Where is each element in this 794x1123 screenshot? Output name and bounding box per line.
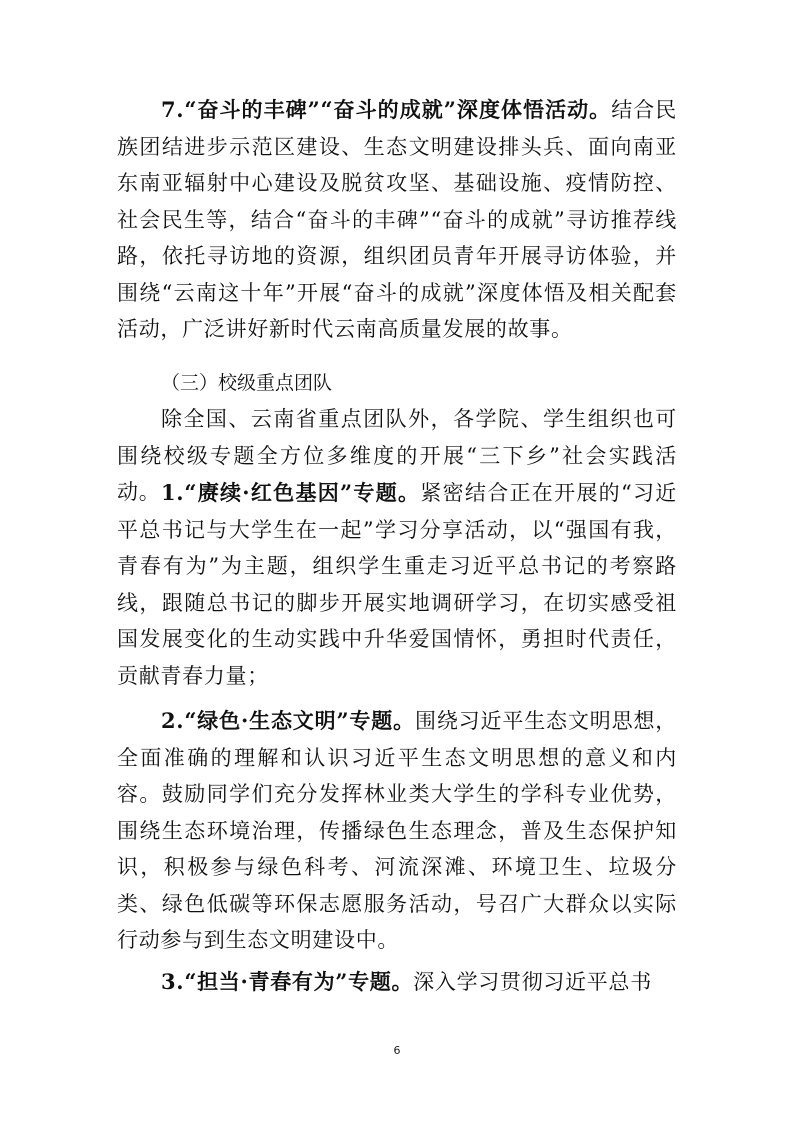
item-7-heading: 7.“奋斗的丰碑”“奋斗的成就”深度体悟活动。 [161, 97, 612, 122]
paragraph-topic-2 [117, 703, 677, 959]
paragraph-item-7 [117, 92, 677, 348]
topic-1-body: 紧密结合正在开展的“习近平总书记与大学生在一起”学习分享活动，以“强国有我，青春有为”为主题，组织学生重走习近平总书记的考察路线，跟随总书记的脚步开展实地调研学习，在切实感受祖国发展变化的生动实践中升华爱国情怀，勇担时代责任，贡献青春力量； [117, 481, 677, 688]
item-7-body: 结合民族团结进步示范区建设、生态文明建设排头兵、面向南亚东南亚辐射中心建设及脱贫攻坚、基础设施、疫情防控、社会民生等，结合“奋斗的丰碑”“奋斗的成就”寻访推荐线路，依托寻访地的资源，组织团员青年开展寻访体验，并围绕“云南这十年”开展“奋斗的成就”深度体悟及相关配套活动，广泛讲好新时代云南高质量发展的故事。 [117, 98, 677, 341]
intro-paragraph: 除全国、云南省重点团队外，各学院、学生组织也可围绕校级专题全方位多维度的开展“三下乡”社会实践活动。 [117, 407, 677, 504]
section-heading: （三）校级重点团队 [161, 372, 333, 394]
topic-2-heading: 2.“绿色·生态文明”专题。 [161, 708, 415, 733]
paragraph-topic-1 [117, 475, 677, 694]
page-number: 6 [393, 1044, 401, 1057]
topic-3-heading: 3.“担当·青春有为”专题。 [161, 969, 414, 994]
paragraph-topic-3 [117, 964, 677, 1001]
topic-2-body: 围绕习近平生态文明思想，全面准确的理解和认识习近平生态文明思想的意义和内容。鼓励同学们充分发挥林业类大学生的学科专业优势，围绕生态环境治理，传播绿色生态理念，普及生态保护知识，积极参与绿色科考、河流深滩、环境卫生、垃圾分类、绿色低碳等环保志愿服务活动，号召广大群众以实际行动参与到生态文明建设中。 [117, 709, 677, 952]
topic-1-heading: 1.“赓续·红色基因”专题。 [161, 480, 421, 505]
topic-3-body: 深入学习贯彻习近平总书 [413, 970, 652, 994]
